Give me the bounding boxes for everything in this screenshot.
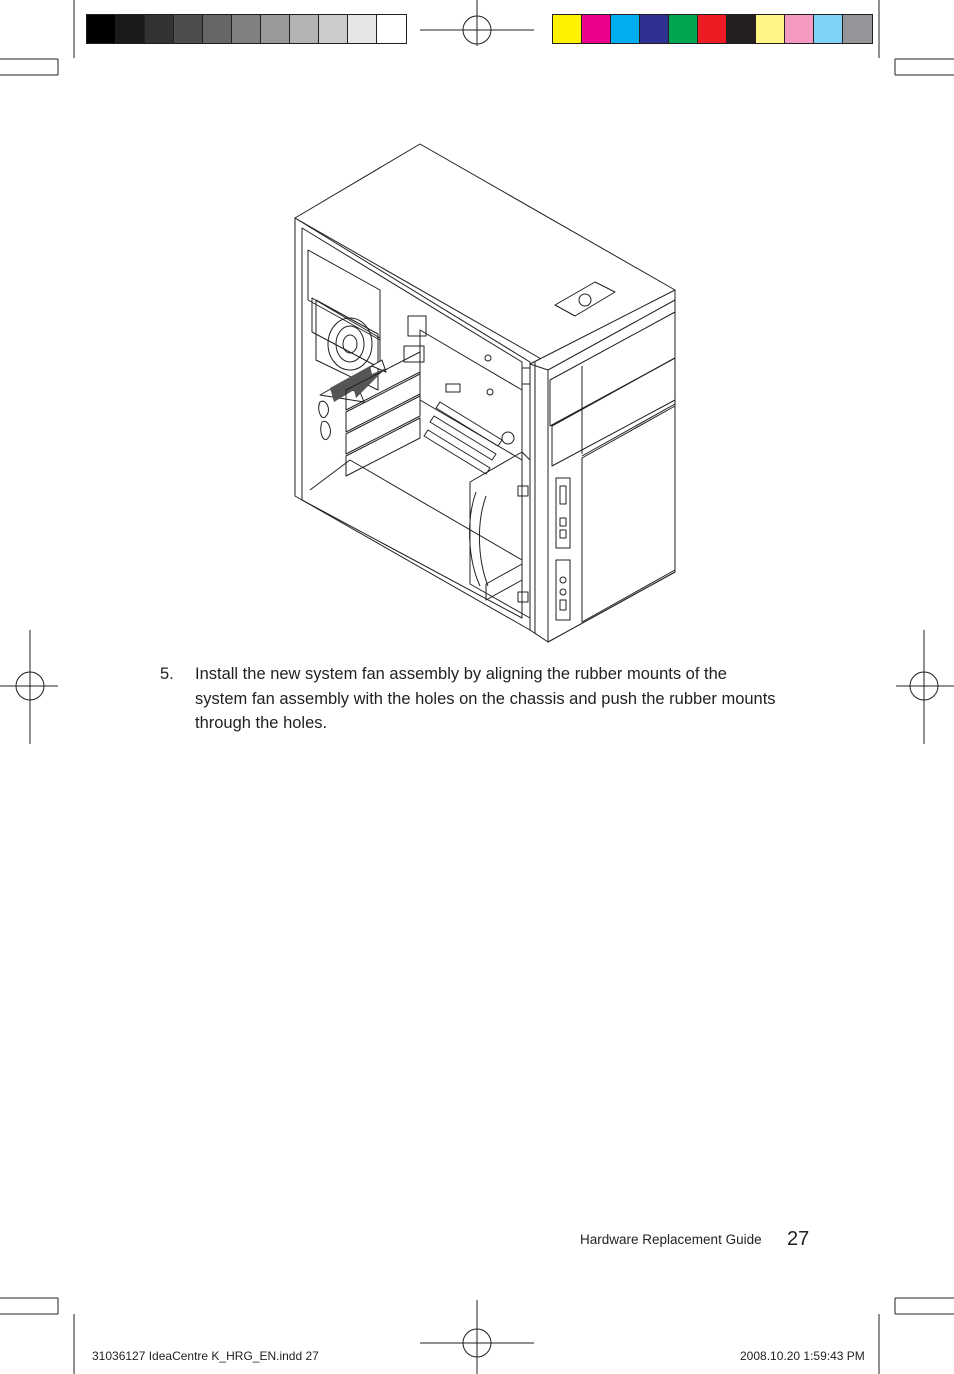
gray-swatch [348, 15, 377, 43]
instruction-step [160, 662, 780, 736]
step-number: 5. [160, 665, 174, 683]
slug-file-name: 31036127 IdeaCentre K_HRG_EN.indd 27 [92, 1349, 319, 1363]
footer-guide-title: Hardware Replacement Guide [580, 1232, 762, 1247]
grayscale-color-bar [86, 14, 407, 44]
color-swatch [843, 15, 872, 43]
gray-swatch [232, 15, 261, 43]
color-swatch [727, 15, 756, 43]
gray-swatch [203, 15, 232, 43]
step-text: Install the new system fan assembly by aligning the rubber mounts of the system fan assembly with the holes on the chassis and push the rubber mounts through the holes. [195, 665, 776, 732]
process-color-bar [552, 14, 873, 44]
gray-swatch [174, 15, 203, 43]
color-swatch [553, 15, 582, 43]
computer-chassis-illustration [290, 140, 690, 650]
gray-swatch [290, 15, 319, 43]
gray-swatch [377, 15, 406, 43]
slug-timestamp: 2008.10.20 1:59:43 PM [740, 1349, 865, 1363]
color-swatch [698, 15, 727, 43]
gray-swatch [116, 15, 145, 43]
color-swatch [814, 15, 843, 43]
color-swatch [669, 15, 698, 43]
gray-swatch [319, 15, 348, 43]
color-swatch [756, 15, 785, 43]
gray-swatch [261, 15, 290, 43]
color-swatch [785, 15, 814, 43]
color-swatch [640, 15, 669, 43]
gray-swatch [87, 15, 116, 43]
color-swatch [611, 15, 640, 43]
footer-page-number: 27 [787, 1228, 810, 1250]
gray-swatch [145, 15, 174, 43]
color-swatch [582, 15, 611, 43]
